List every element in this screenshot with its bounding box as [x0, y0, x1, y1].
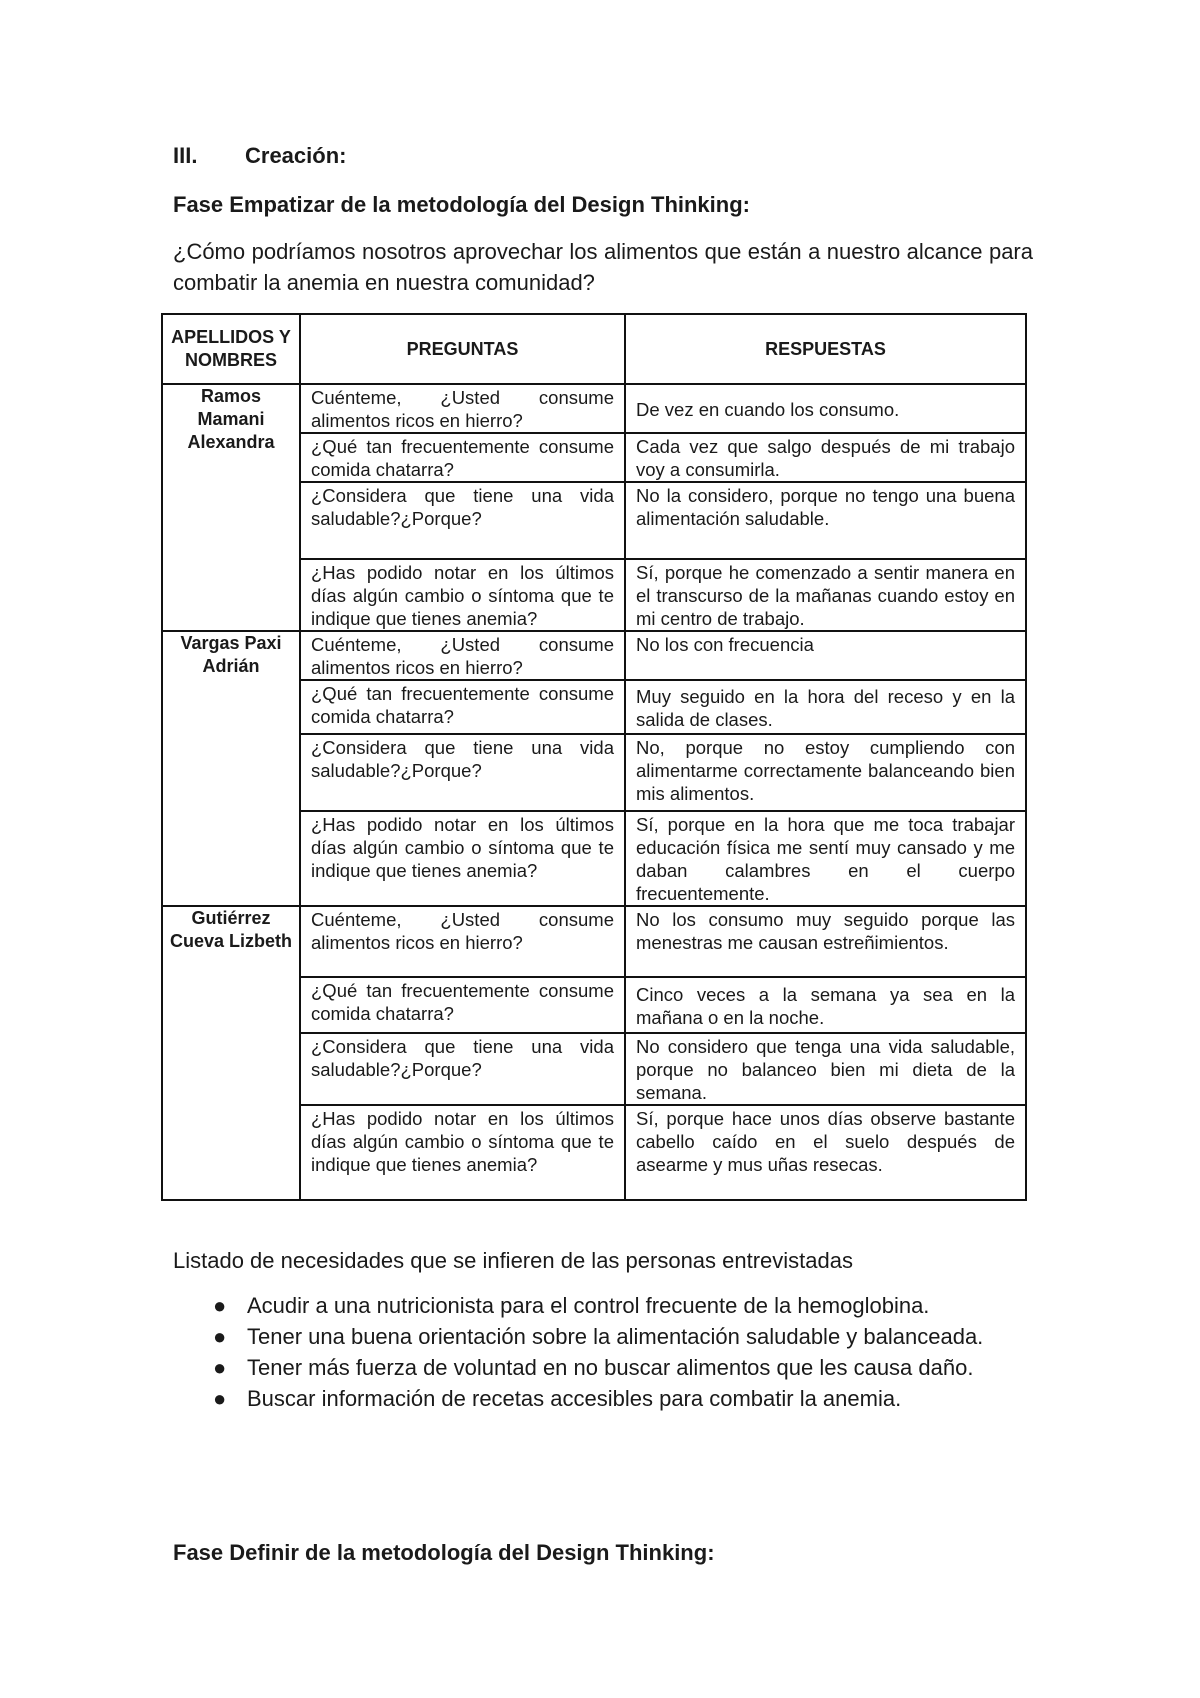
table-row — [162, 906, 1026, 977]
question-cell: ¿Considera que tiene una vida saludable?¿Porque? — [300, 482, 625, 559]
section-number: III. — [173, 143, 198, 168]
needs-intro: Listado de necesidades que se infieren de las personas entrevistadas — [173, 1248, 854, 1273]
answer-cell: Cada vez que salgo después de mi trabajo voy a consumirla. — [625, 433, 1026, 482]
interview-table — [161, 313, 1027, 1201]
answer-cell: De vez en cuando los consumo. — [625, 384, 1026, 433]
question-cell: ¿Has podido notar en los últimos días algún cambio o síntoma que te indique que tienes anemia? — [300, 559, 625, 631]
need-text: Acudir a una nutricionista para el control frecuente de la hemoglobina. — [247, 1293, 930, 1318]
list-item — [173, 1352, 1033, 1383]
answer-cell: No, porque no estoy cumpliendo con alimentarme correctamente balanceando bien mis alimentos. — [625, 734, 1026, 811]
section-heading — [173, 143, 346, 169]
question-cell: ¿Considera que tiene una vida saludable?¿Porque? — [300, 1033, 625, 1105]
bullet-icon: ● — [213, 1355, 227, 1380]
answer-cell: Sí, porque hace unos días observe bastante cabello caído en el suelo después de asearme y mus uñas resecas. — [625, 1105, 1026, 1200]
question-cell: Cuénteme, ¿Usted consume alimentos ricos en hierro? — [300, 631, 625, 680]
question-cell: ¿Qué tan frecuentemente consume comida chatarra? — [300, 433, 625, 482]
list-item — [173, 1290, 1033, 1321]
question-cell: ¿Has podido notar en los últimos días algún cambio o síntoma que te indique que tienes anemia? — [300, 811, 625, 906]
answer-cell: Cinco veces a la semana ya sea en la mañana o en la noche. — [625, 977, 1026, 1033]
needs-list — [173, 1290, 1033, 1414]
need-text: Buscar información de recetas accesibles para combatir la anemia. — [247, 1386, 902, 1411]
person-name: Vargas Paxi Adrián — [162, 631, 300, 906]
header-answers: RESPUESTAS — [625, 314, 1026, 384]
table-header-row — [162, 314, 1026, 384]
answer-cell: No la considero, porque no tengo una buena alimentación saludable. — [625, 482, 1026, 559]
bullet-icon: ● — [213, 1386, 227, 1411]
phase-empathize-title: Fase Empatizar de la metodología del Design Thinking: — [173, 192, 750, 217]
need-text: Tener más fuerza de voluntad en no buscar alimentos que les causa daño. — [247, 1355, 974, 1380]
header-questions: PREGUNTAS — [300, 314, 625, 384]
need-text: Tener una buena orientación sobre la alimentación saludable y balanceada. — [247, 1324, 984, 1349]
section-title: Creación: — [245, 143, 347, 168]
answer-cell: No los consumo muy seguido porque las menestras me causan estreñimientos. — [625, 906, 1026, 977]
table-row — [162, 631, 1026, 680]
person-name: Gutiérrez Cueva Lizbeth — [162, 906, 300, 1200]
header-names: APELLIDOS Y NOMBRES — [162, 314, 300, 384]
person-name: Ramos Mamani Alexandra — [162, 384, 300, 631]
answer-cell: No considero que tenga una vida saludable, porque no balanceo bien mi dieta de la semana. — [625, 1033, 1026, 1105]
question-cell: Cuénteme, ¿Usted consume alimentos ricos en hierro? — [300, 906, 625, 977]
question-cell: ¿Qué tan frecuentemente consume comida chatarra? — [300, 977, 625, 1033]
answer-cell: Muy seguido en la hora del receso y en la salida de clases. — [625, 680, 1026, 734]
answer-cell: No los con frecuencia — [625, 631, 1026, 680]
answer-cell: Sí, porque en la hora que me toca trabajar educación física me sentí muy cansado y me daban calambres en el cuerpo frecuentemente. — [625, 811, 1026, 906]
question-cell: ¿Considera que tiene una vida saludable?¿Porque? — [300, 734, 625, 811]
list-item — [173, 1321, 1033, 1352]
phase-define-title: Fase Definir de la metodología del Design Thinking: — [173, 1540, 715, 1565]
guiding-question: ¿Cómo podríamos nosotros aprovechar los alimentos que están a nuestro alcance para combatir la anemia en nuestra comunidad? — [173, 239, 1033, 295]
question-cell: ¿Qué tan frecuentemente consume comida chatarra? — [300, 680, 625, 734]
table-row — [162, 384, 1026, 433]
bullet-icon: ● — [213, 1293, 227, 1318]
question-cell: ¿Has podido notar en los últimos días algún cambio o síntoma que te indique que tienes anemia? — [300, 1105, 625, 1200]
answer-cell: Sí, porque he comenzado a sentir manera en el transcurso de la mañanas cuando estoy en mi centro de trabajo. — [625, 559, 1026, 631]
question-cell: Cuénteme, ¿Usted consume alimentos ricos en hierro? — [300, 384, 625, 433]
bullet-icon: ● — [213, 1324, 227, 1349]
list-item — [173, 1383, 1033, 1414]
